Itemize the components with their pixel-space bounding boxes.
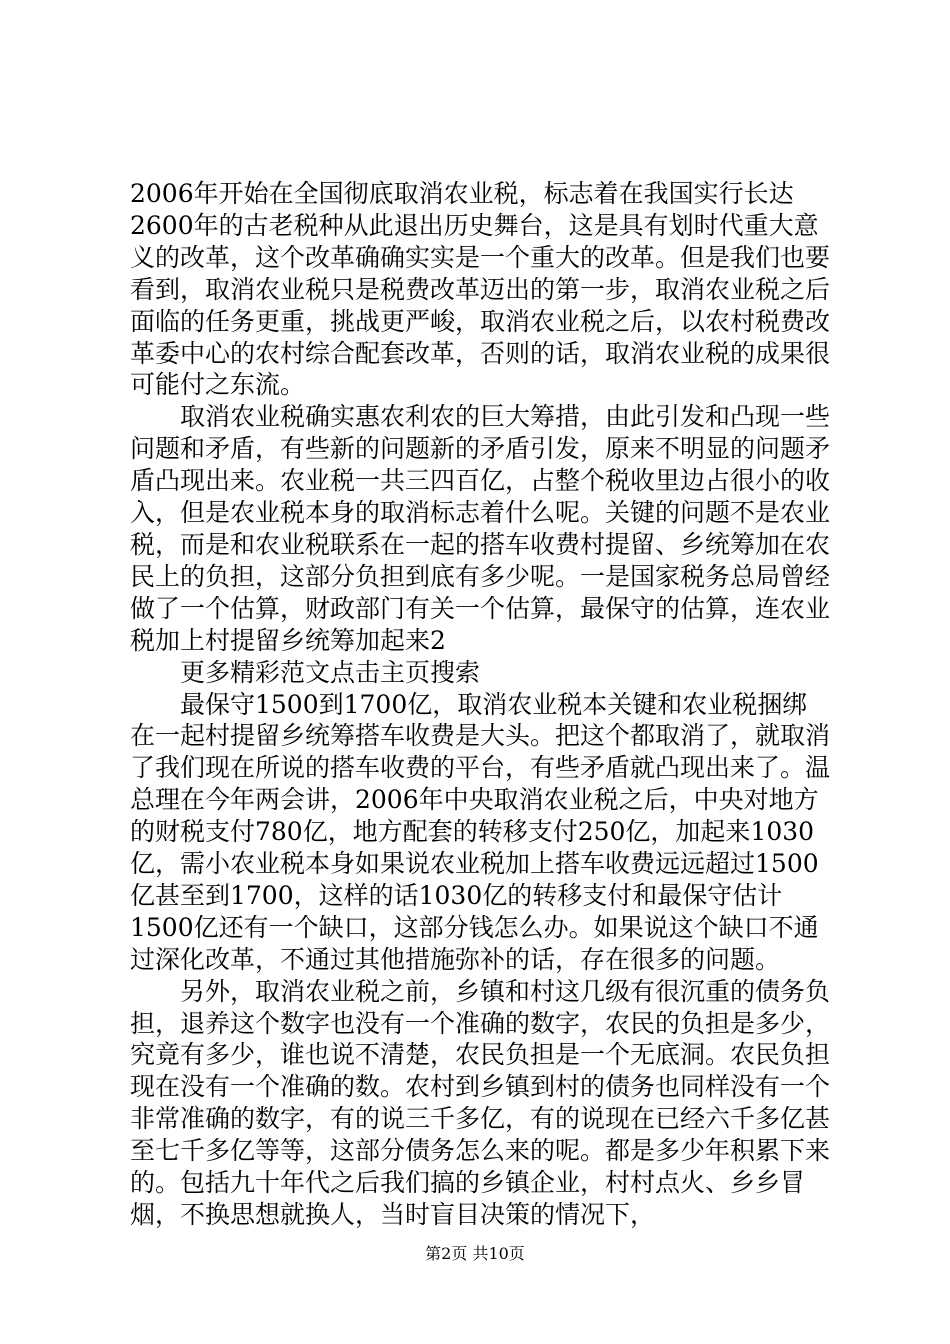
document-body xyxy=(130,178,830,1231)
promo-line: 更多精彩范文点击主页搜索 xyxy=(180,657,481,687)
paragraph-problems: 取消农业税确实惠农利农的巨大筹措，由此引发和凸现一些问题和矛盾，有些新的问题新的矛盾引发，原来不明显的问题矛盾凸现出来。农业税一共三四百亿，占整个税收里边占很小的收入，但是农业税本身的取消标志着什么呢。关键的问题不是农业税，而是和农业税联系在一起的搭车收费村提留、乡统筹加在农民上的负担，这部分负担到底有多少呢。一是国家税务总局曾经做了一个估算，财政部门有关一个估算，最保守的估算，连农业税加上村提留乡统筹加起来2 xyxy=(130,402,831,655)
page-footer: 第2页 共10页 xyxy=(425,1244,525,1263)
paragraph-debt-burden: 另外，取消农业税之前，乡镇和村这几级有很沉重的债务负担，退养这个数字也没有一个准确的数字，农民的负担是多少，究竟有多少，谁也说不清楚，农民负担是一个无底洞。农民负担现在没有一个准确的数。农村到乡镇到村的债务也同样没有一个非常准确的数字，有的说三千多亿，有的说现在已经六千多亿甚至七千多亿等等，这部分债务怎么来的呢。都是多少年积累下来的。包括九十年代之后我们搞的乡镇企业，村村点火、乡乡冒烟，不换思想就换人，当时盲目决策的情况下， xyxy=(130,976,831,1229)
paragraph-tax-abolition: 2006年开始在全国彻底取消农业税，标志着在我国实行长达2600年的古老税种从此退出历史舞台，这是具有划时代重大意义的改革，这个改革确确实实是一个重大的改革。但是我们也要看到，取消农业税只是税费改革迈出的第一步，取消农业税之后面临的任务更重，挑战更严峻，取消农业税之后，以农村税费改革委中心的农村综合配套改革，否则的话，取消农业税的成果很可能付之东流。 xyxy=(130,179,831,400)
paragraph-funding-gap: 最保守1500到1700亿，取消农业税本关键和农业税捆绑在一起村提留乡统筹搭车收费是大头。把这个都取消了，就取消了我们现在所说的搭车收费的平台，有些矛盾就凸现出来了。温总理在今年两会讲，2006年中央取消农业税之后，中央对地方的财税支付780亿，地方配套的转移支付250亿，加起来1030亿，需小农业税本身如果说农业税加上搭车收费远远超过1500亿甚至到1700，这样的话1030亿的转移支付和最保守估计1500亿还有一个缺口，这部分钱怎么办。如果说这个缺口不通过深化改革，不通过其他措施弥补的话，存在很多的问题。 xyxy=(130,689,831,974)
